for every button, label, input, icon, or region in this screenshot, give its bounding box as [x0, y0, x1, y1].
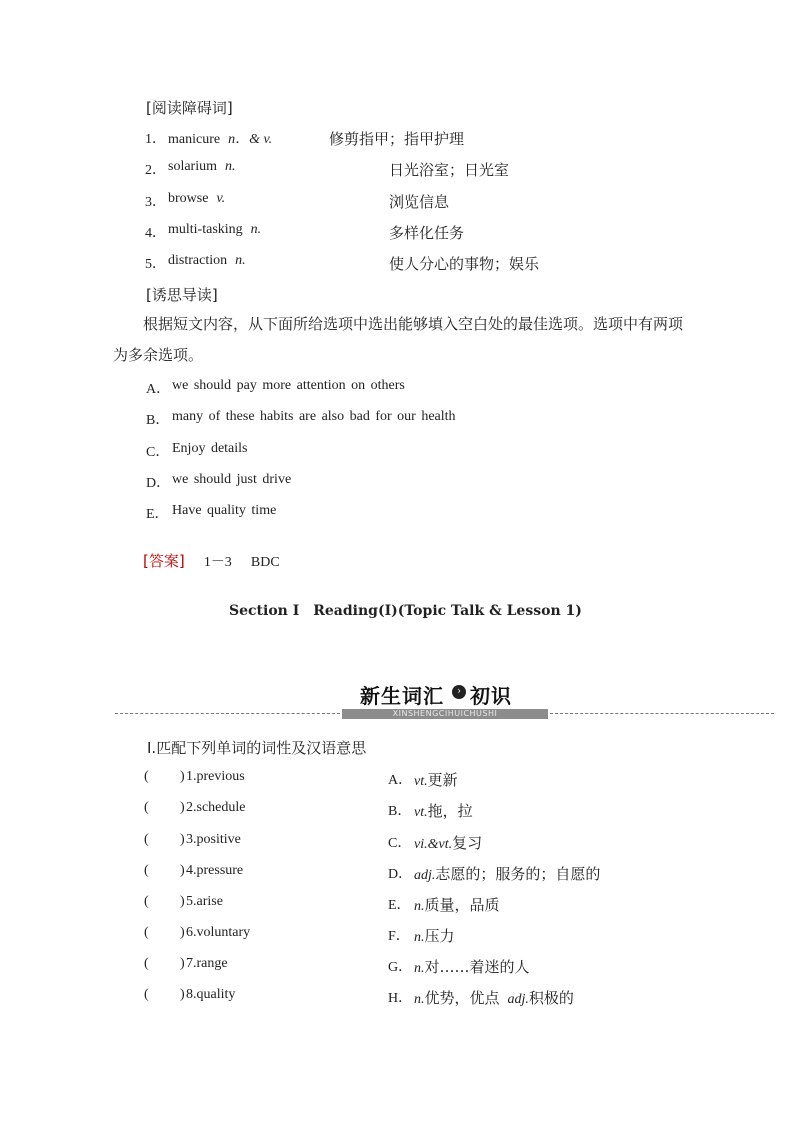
option-c [0, 441, 794, 465]
answer-blank-open: ( [144, 987, 149, 1002]
match-letter: E． [388, 898, 411, 913]
match-letter: D． [388, 867, 413, 882]
match-row [0, 956, 794, 980]
banner-subtitle: XINSHENGCIHUICHUSHI [342, 709, 548, 719]
answer-blank-open: ( [144, 800, 149, 815]
chevron-right-icon: › [452, 685, 466, 699]
match-row [0, 800, 794, 824]
option-text: Have quality time [172, 503, 277, 518]
vocab-word: solarium n. [168, 159, 236, 174]
match-word: 1.previous [186, 769, 245, 784]
match-row [0, 987, 794, 1011]
option-e [0, 503, 794, 527]
banner-divider-right [550, 713, 774, 714]
answer-blank-close: ) [180, 987, 185, 1002]
guide-heading: [诱思导读] [146, 286, 218, 304]
option-text: we should just drive [172, 472, 292, 487]
answer-blank-open: ( [144, 956, 149, 971]
vocab-meaning: 多样化任务 [389, 224, 465, 242]
banner-divider-left [115, 713, 340, 714]
match-row [0, 894, 794, 918]
option-b [0, 409, 794, 433]
answer-blank-open: ( [144, 832, 149, 847]
option-d [0, 472, 794, 496]
vocab-pos: n．& v. [228, 132, 273, 147]
vocab-pos: n. [225, 159, 236, 174]
answer-blank-close: ) [180, 800, 185, 815]
option-a [0, 378, 794, 402]
banner-title-right: 初识 [470, 684, 512, 708]
vocab-word: distraction n. [168, 253, 246, 268]
match-definition: n.压力 [414, 927, 455, 945]
option-text: Enjoy details [172, 441, 248, 456]
vocab-row-3 [0, 191, 794, 215]
answer-blank-open: ( [144, 863, 149, 878]
answer-label: [答案] [143, 552, 185, 570]
match-letter: A． [388, 773, 413, 788]
exercise-heading: Ⅰ.匹配下列单词的词性及汉语意思 [147, 739, 367, 757]
match-definition: vt.更新 [414, 771, 458, 789]
vocab-pos: n. [250, 222, 262, 237]
option-letter: D． [146, 476, 171, 491]
vocab-row-2 [0, 159, 794, 183]
vocab-row-4 [0, 222, 794, 246]
vocab-word: multi-tasking n. [168, 222, 262, 237]
answer-blank-close: ) [180, 832, 185, 847]
answer-blank-close: ) [180, 925, 185, 940]
match-definition: vi.&vt.复习 [414, 834, 483, 852]
match-word: 4.pressure [186, 863, 244, 878]
vocab-number: 3． [145, 195, 166, 210]
vocab-meaning: 浏览信息 [389, 193, 450, 211]
option-letter: E． [146, 507, 169, 522]
match-word: 7.range [186, 956, 228, 971]
match-row [0, 925, 794, 949]
vocab-number: 5． [145, 257, 166, 272]
match-letter: F． [388, 929, 410, 944]
banner-title-left: 新生词汇 [360, 684, 444, 708]
vocab-meaning: 使人分心的事物；娱乐 [389, 255, 540, 273]
match-definition: vt.拖，拉 [414, 802, 473, 820]
vocab-pos: v. [216, 191, 226, 206]
match-definition: n.质量，品质 [414, 896, 500, 914]
match-row [0, 832, 794, 856]
answer-blank-close: ) [180, 956, 185, 971]
answer-blank-close: ) [180, 769, 185, 784]
vocab-meaning: 日光浴室；日光室 [389, 161, 510, 179]
vocab-pos: n. [235, 253, 246, 268]
match-word: 6.voluntary [186, 925, 251, 940]
match-row [0, 863, 794, 887]
answer-blank-close: ) [180, 863, 185, 878]
match-definition: adj.志愿的；服务的；自愿的 [414, 865, 601, 883]
answer-line [143, 550, 280, 571]
match-definition: n.对……着迷的人 [414, 958, 530, 976]
guide-instruction: 根据短文内容，从下面所给选项中选出能够填入空白处的最佳选项。选项中有两项为多余选项。 [113, 315, 684, 364]
answer-blank-open: ( [144, 769, 149, 784]
reading-obstacles-heading: [阅读障碍词] [146, 99, 233, 117]
vocab-number: 1． [145, 132, 166, 147]
answer-blank-close: ) [180, 894, 185, 909]
match-word: 5.arise [186, 894, 223, 909]
answer-blank-open: ( [144, 894, 149, 909]
section-title: Section Ⅰ Reading(Ⅰ)(Topic Talk & Lesson 1) [229, 603, 582, 619]
vocab-row-1 [0, 128, 794, 152]
section-banner [342, 680, 548, 720]
option-letter: C． [146, 445, 170, 460]
option-letter: B． [146, 413, 170, 428]
match-letter: B． [388, 804, 412, 819]
vocab-row-5 [0, 253, 794, 277]
answer-value: BDC [250, 555, 280, 570]
vocab-word: browse v. [168, 191, 226, 206]
option-text: we should pay more attention on others [172, 378, 405, 393]
vocab-number: 2． [145, 163, 166, 178]
match-definition: n.优势，优点 adj.积极的 [414, 989, 574, 1007]
match-letter: H． [388, 991, 413, 1006]
match-letter: G． [388, 960, 413, 975]
match-row [0, 769, 794, 793]
vocab-meaning: 修剪指甲；指甲护理 [329, 130, 465, 148]
option-text: many of these habits are also bad for our health [172, 409, 456, 424]
option-letter: A． [146, 382, 171, 397]
answer-range: 1－3 [203, 555, 232, 570]
answer-blank-open: ( [144, 925, 149, 940]
vocab-number: 4． [145, 226, 166, 241]
vocab-word: manicure n．& v. [168, 132, 273, 147]
match-letter: C． [388, 836, 412, 851]
match-word: 2.schedule [186, 800, 246, 815]
match-word: 3.positive [186, 832, 241, 847]
match-word: 8.quality [186, 987, 236, 1002]
